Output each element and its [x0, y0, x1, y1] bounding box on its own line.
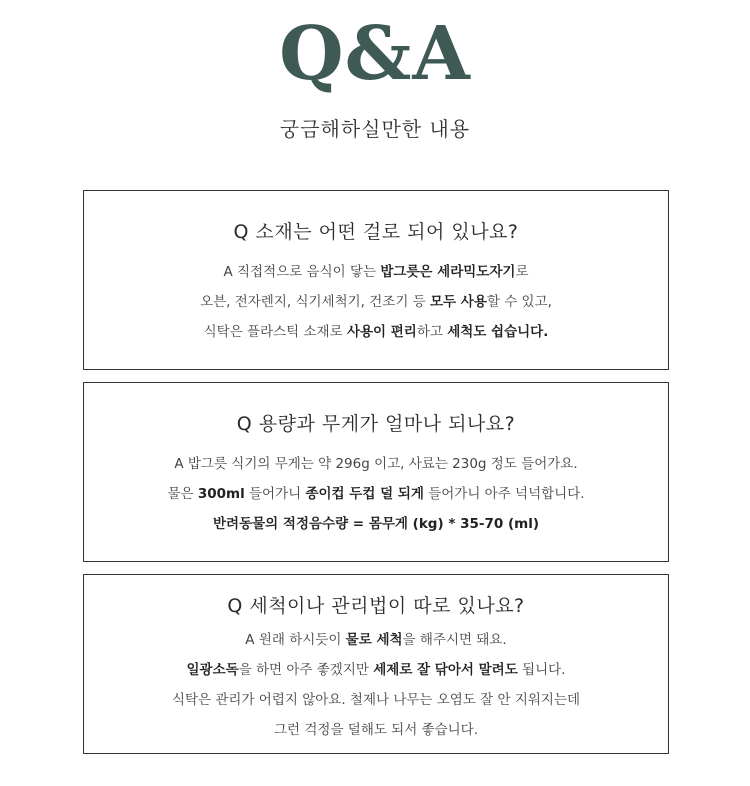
answer-text — [84, 625, 668, 745]
page-subtitle: 궁금해하실만한 내용 — [279, 117, 471, 141]
answer-segment: 을 해주시면 돼요. — [402, 632, 507, 648]
answer-line — [84, 479, 668, 509]
answer-emphasis: 물로 세척 — [345, 632, 403, 648]
answer-line — [84, 449, 668, 479]
qa-card-capacity — [83, 382, 669, 562]
question-heading: Q 소재는 어떤 걸로 되어 있나요? — [233, 221, 519, 243]
answer-line — [84, 287, 668, 317]
question-heading: Q 세척이나 관리법이 따로 있나요? — [227, 595, 525, 617]
answer-emphasis: 밥그릇은 세라믹도자기 — [380, 264, 516, 280]
answer-line — [84, 509, 668, 539]
answer-emphasis: 모두 사용 — [430, 294, 487, 310]
answer-segment: 들어가니 — [244, 486, 306, 502]
answer-segment: 오븐, 전자렌지, 식기세척기, 건조기 등 — [200, 294, 431, 310]
qa-logo: Q&A — [279, 11, 471, 97]
answer-segment: 식탁은 관리가 어렵지 않아요. 철제나 나무는 오염도 잘 안 지워지는데 — [171, 692, 581, 708]
question-heading: Q 용량과 무게가 얼마나 되나요? — [236, 413, 516, 435]
answer-segment: 들어가니 아주 넉넉합니다. — [423, 486, 585, 502]
answer-emphasis: 300ml — [197, 486, 245, 502]
answer-line — [84, 257, 668, 287]
answer-line — [84, 655, 668, 685]
answer-emphasis: 종이컵 두컵 덜 되게 — [305, 486, 424, 502]
answer-text — [84, 449, 668, 539]
qa-card-cleaning — [83, 574, 669, 754]
answer-segment: A 밥그릇 식기의 무게는 약 296g 이고, 사료는 230g 정도 들어가요. — [174, 456, 578, 472]
answer-line — [84, 685, 668, 715]
answer-segment: 할 수 있고, — [486, 294, 552, 310]
answer-segment: 을 하면 아주 좋겠지만 — [238, 662, 374, 678]
answer-emphasis: 세척도 쉽습니다. — [447, 324, 549, 340]
answer-segment: 됩니다. — [517, 662, 566, 678]
answer-emphasis: 일광소독 — [186, 662, 239, 678]
answer-emphasis: 세제로 잘 닦아서 말려도 — [373, 662, 518, 678]
answer-emphasis: 반려동물의 적정음수량 = 몸무게 (kg) * 35-70 (ml) — [213, 516, 539, 532]
qa-card-material — [83, 190, 669, 370]
answer-segment: 그런 걱정을 덜해도 되서 좋습니다. — [273, 722, 479, 738]
answer-line — [84, 317, 668, 347]
answer-segment: 물은 — [167, 486, 198, 502]
answer-segment: 식탁은 플라스틱 소재로 — [203, 324, 347, 340]
answer-segment: 하고 — [416, 324, 448, 340]
answer-segment: A 직접적으로 음식이 닿는 — [223, 264, 381, 280]
answer-segment: A 원래 하시듯이 — [245, 632, 346, 648]
answer-segment: 로 — [515, 264, 529, 280]
answer-line — [84, 625, 668, 655]
answer-line — [84, 715, 668, 745]
answer-emphasis: 사용이 편리 — [346, 324, 417, 340]
answer-text — [84, 257, 668, 347]
